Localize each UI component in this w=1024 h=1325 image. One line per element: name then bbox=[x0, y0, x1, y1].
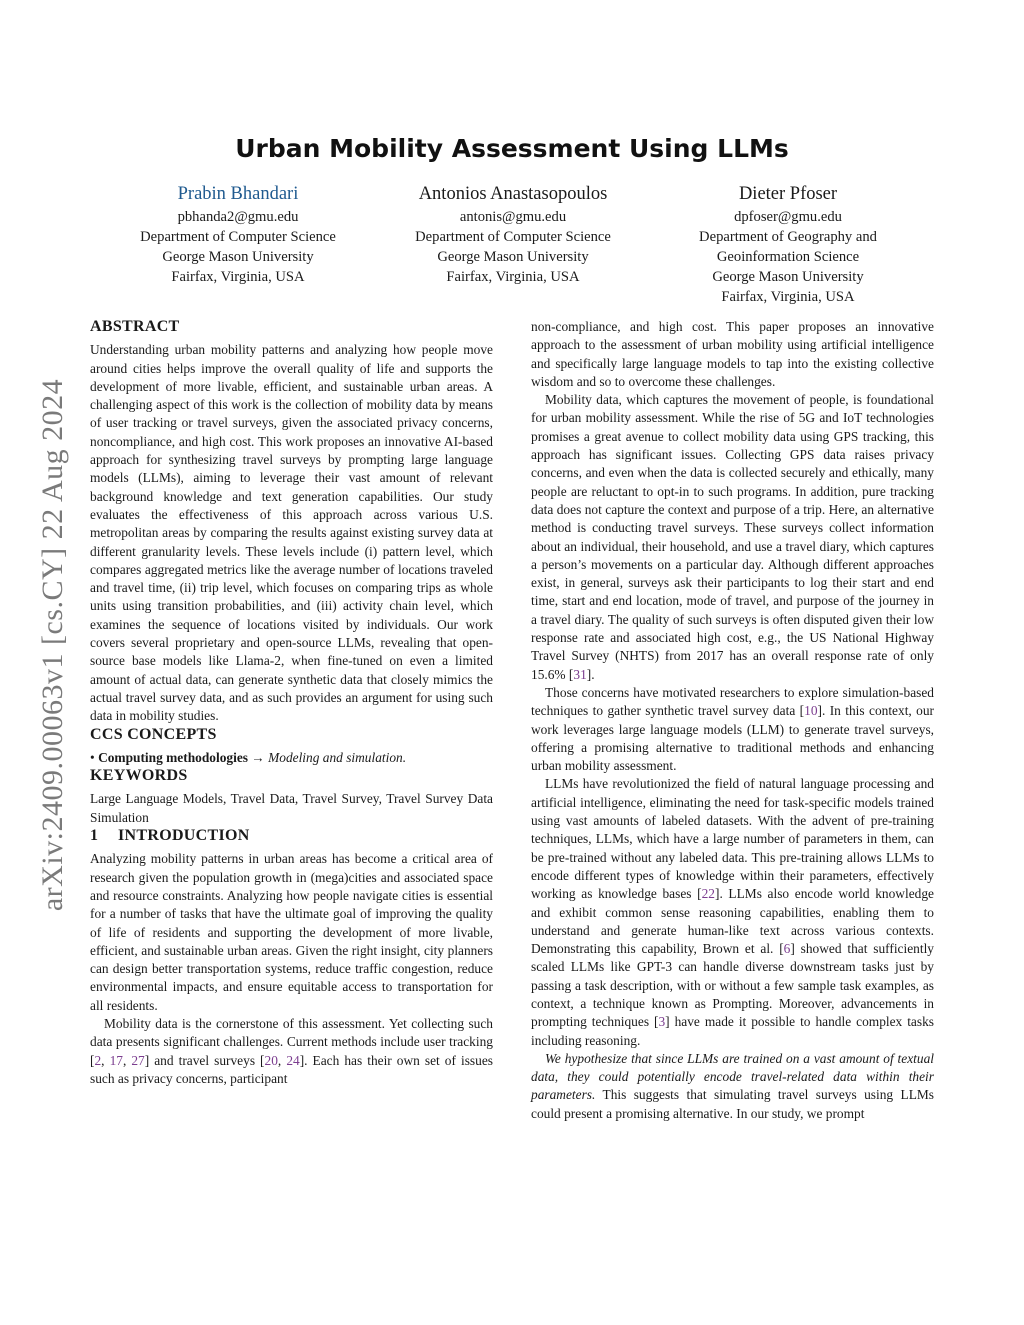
citation-link[interactable]: 3 bbox=[658, 1014, 666, 1030]
author-affiliation-line: Fairfax, Virginia, USA bbox=[171, 269, 305, 285]
author-email: dpfoser@gmu.edu bbox=[734, 209, 842, 225]
author-name: Antonios Anastasopoulos bbox=[418, 184, 608, 204]
citation-link[interactable]: 10 bbox=[804, 703, 818, 719]
text-run: ] and travel surveys [ bbox=[144, 1052, 265, 1068]
abstract-heading: ABSTRACT bbox=[90, 318, 180, 335]
ccs-subconcept: Modeling and simulation. bbox=[268, 749, 407, 765]
ccs-bullet: • bbox=[90, 749, 95, 765]
citation-link[interactable]: 2 bbox=[94, 1052, 102, 1068]
author-affiliation-line: Fairfax, Virginia, USA bbox=[721, 289, 855, 305]
text-run: Those concerns have motivated researchers to explore simulation-based techniques to gather synthetic travel survey data [ bbox=[531, 684, 934, 719]
citation-link[interactable]: 27 bbox=[131, 1052, 145, 1068]
text-run: ] have made it possible to handle complex tasks including reasoning. bbox=[531, 1014, 934, 1048]
citation-link[interactable]: 31 bbox=[573, 666, 587, 682]
ccs-concept: Computing methodologies bbox=[98, 749, 248, 765]
citation-link[interactable]: 6 bbox=[783, 941, 791, 957]
left-column bbox=[90, 318, 493, 1088]
intro-paragraph-2 bbox=[90, 1015, 493, 1088]
author-affiliation-line: Fairfax, Virginia, USA bbox=[446, 269, 580, 285]
author-affiliation-line: Geoinformation Science bbox=[716, 249, 860, 265]
author-affiliation-line: Department of Computer Science bbox=[140, 229, 336, 245]
author-email: pbhanda2@gmu.edu bbox=[177, 209, 299, 225]
section-number: 1 bbox=[90, 827, 99, 845]
text-run: , bbox=[277, 1052, 287, 1068]
citation-link[interactable]: 22 bbox=[701, 886, 715, 902]
text-run: This suggests that simulating travel surveys using LLMs could present a promising alternative. In our study, we prompt bbox=[531, 1087, 934, 1121]
author-name: Dieter Pfoser bbox=[738, 184, 838, 204]
text-run: ]. LLMs also encode world knowledge and exhibit common sense reasoning capabilities, enabling them to understand and generate human-like text across various contexts. Demonstrating this capability, Brown et al. [ bbox=[531, 886, 934, 957]
author-affiliation-line: George Mason University bbox=[162, 249, 314, 265]
author-block-2 bbox=[363, 182, 663, 287]
intro-paragraph-7 bbox=[531, 1050, 934, 1123]
author-email: antonis@gmu.edu bbox=[459, 209, 567, 225]
keywords-text: Large Language Models, Travel Data, Travel Survey, Travel Survey Data Simulation bbox=[90, 791, 493, 825]
abstract-text: Understanding urban mobility patterns and analyzing how people move around cities helps improve the overall quality of life and supports the development of more livable, efficient, and sustainable urban areas. A challenging aspect of this work is the collection of mobility data by means of user tracking or travel surveys, given the associated privacy concerns, noncompliance, and high cost. This work proposes an innovative AI-based approach for synthesizing travel surveys by prompting large language models (LLMs), aiming to leverage their vast amount of relevant background knowledge and text generation capabilities. Our study evaluates the effectiveness of this approach across various U.S. metropolitan areas by comparing the results against existing survey data at different granularity levels. These levels include (i) pattern level, which compares aggregated metrics like the average number of locations traveled and travel time, (ii) trip level, which focuses on comparing trips as whole units using transition probabilities, and (iii) activity chain level, which examines the sequence of locations visited by individuals. Our work covers several proprietary and open-source LLMs, revealing that open-source base models like Llama-2, when fine-tuned on even a limited amount of actual data, can generate synthetic data that closely mimics the actual travel survey data, and as such provides an argument for using such data in mobility studies. bbox=[90, 342, 493, 724]
intro-paragraph-4 bbox=[531, 391, 934, 684]
paper-title: Urban Mobility Assessment Using LLMs bbox=[235, 134, 789, 163]
intro-paragraph-3: non-compliance, and high cost. This paper proposes an innovative approach to the assessment of urban mobility using artificial intelligence and specifically large language models to tap into the existing collective wisdom and so to overcome these challenges. bbox=[531, 319, 934, 389]
citation-link[interactable]: 17 bbox=[109, 1052, 123, 1068]
arxiv-identifier bbox=[28, 345, 78, 945]
text-run: ]. Each has their own set of issues such as privacy concerns, participant bbox=[90, 1052, 493, 1086]
ccs-concept-line bbox=[90, 749, 493, 767]
text-run: LLMs have revolutionized the field of natural language processing and artificial intelligence, eliminating the need for task-specific models trained using vast amounts of labeled datasets. With the advent of pre-training techniques, LLMs, which have a large number of parameters in them, can be pre-trained without any labeled data. This pre-training allows LLMs to encode different types of knowledge within their parameters, effectively working as knowledge bases [ bbox=[531, 776, 934, 902]
author-affiliation-line: George Mason University bbox=[712, 269, 864, 285]
intro-heading bbox=[90, 827, 493, 845]
arxiv-identifier-text: arXiv:2409.00063v1 [cs.CY] 22 Aug 2024 bbox=[36, 378, 70, 912]
citation-link[interactable]: 20 bbox=[264, 1052, 278, 1068]
text-run: ]. bbox=[586, 666, 595, 682]
author-block-3 bbox=[638, 182, 938, 307]
ccs-heading: CCS CONCEPTS bbox=[90, 725, 217, 743]
text-run: Mobility data, which captures the movement of people, is foundational for urban mobility assessment. While the rise of 5G and IoT technologies promises a great avenue to collect mobility data using GPS tracking, this approach has significant issues. Collecting GPS data raises privacy concerns, and even when the data is collected securely and ethically, many people are reluctant to opt-in to such programs. In addition, pure tracking data does not capture the context and purpose of a trip. Here, an alternative method is conducting travel surveys. These surveys collect information about an individual, their household, and use a travel diary, which captures a person’s movements on a particular day. Although different approaches exist, in general, surveys ask their participants to log their start and end time, start and end location, mode of travel, and purpose of the journey in a travel diary. The quality of such surveys is often disputed given their low response rate and associated high cost, e.g., the US National Highway Travel Survey (NHTS) from 2017 has an overall response rate of only 15.6% [ bbox=[531, 392, 934, 682]
author-name[interactable]: Prabin Bhandari bbox=[177, 184, 299, 204]
author-block-1 bbox=[88, 182, 388, 287]
author-affiliation-line: Department of Geography and bbox=[699, 229, 877, 245]
author-affiliation-line: Department of Computer Science bbox=[415, 229, 611, 245]
citation-link[interactable]: 24 bbox=[286, 1052, 300, 1068]
text-run: , bbox=[101, 1052, 110, 1068]
keywords-heading: KEYWORDS bbox=[90, 767, 188, 785]
intro-paragraph-6 bbox=[531, 775, 934, 1049]
ccs-arrow: → bbox=[251, 749, 265, 765]
text-run: ] showed that sufficiently scaled LLMs like GPT-3 can handle diverse downstream tasks just by passing a task description, with or without a few sample task examples, as context, a technique known as Prompting. Moreover, advancements in prompting techniques [ bbox=[531, 941, 934, 1030]
text-run: ]. In this context, our work leverages large language models (LLM) to generate travel surveys, offering a promising alternative to traditional methods and enhancing urban mobility assessment. bbox=[531, 703, 935, 774]
right-column bbox=[531, 318, 934, 1123]
text-run: Mobility data is the cornerstone of this assessment. Yet collecting such data presents significant challenges. Current methods include user tracking [ bbox=[90, 1015, 493, 1068]
hypothesis-text: We hypothesize that since LLMs are trained on a vast amount of textual data, they could potentially encode travel-related data within their parameters. bbox=[531, 1050, 934, 1103]
intro-paragraph-1: Analyzing mobility patterns in urban areas has become a critical area of research given the population growth in (mega)cities and associated space and resource constraints. Analyzing how people navigate cities is essential for a number of tasks that have the ultimate goal of improving the quality of life of residents and supporting the development of more livable, efficient, and sustainable urban areas. Given the right insight, city planners can design better transportation systems, reduce traffic congestion, reduce environmental impacts, and ensure equitable access to transportation for all residents. bbox=[90, 851, 493, 1013]
intro-paragraph-5 bbox=[531, 684, 934, 775]
author-affiliation-line: George Mason University bbox=[437, 249, 589, 265]
section-title: INTRODUCTION bbox=[118, 827, 250, 845]
text-run: , bbox=[122, 1052, 132, 1068]
